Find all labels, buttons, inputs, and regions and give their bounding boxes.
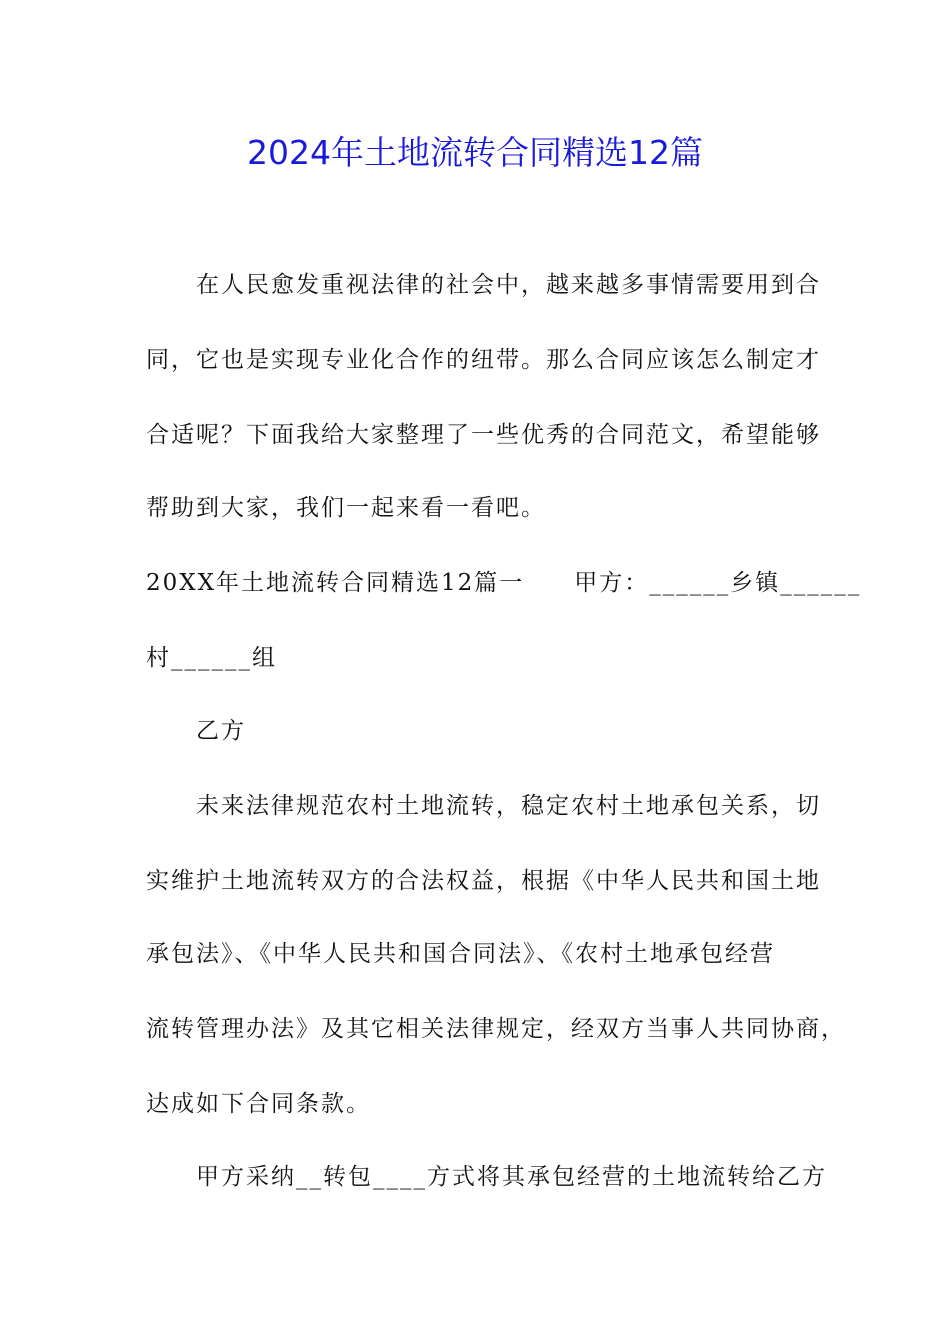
paragraph-line: 村______组 — [146, 645, 277, 671]
document-title: 2024年土地流转合同精选12篇 — [247, 133, 703, 172]
section-heading-line: 20XX年土地流转合同精选12篇一 甲方：______乡镇______ — [146, 570, 862, 596]
paragraph-line: 合适呢？下面我给大家整理了一些优秀的合同范文，希望能够 — [146, 422, 821, 448]
paragraph-line: 达成如下合同条款。 — [146, 1091, 371, 1117]
paragraph-line: 同，它也是实现专业化合作的纽带。那么合同应该怎么制定才 — [146, 347, 821, 373]
paragraph-line: 甲方采纳__转包____方式将其承包经营的土地流转给乙方 — [196, 1164, 827, 1190]
paragraph-line: 未来法律规范农村土地流转，稳定农村土地承包关系，切 — [196, 793, 821, 819]
paragraph-line: 帮助到大家，我们一起来看一看吧。 — [146, 495, 546, 521]
party-b-label: 乙方 — [196, 718, 246, 744]
paragraph-line: 实维护土地流转双方的合法权益，根据《中华人民共和国土地 — [146, 868, 821, 894]
paragraph-line: 在人民愈发重视法律的社会中，越来越多事情需要用到合 — [196, 272, 821, 298]
paragraph-line: 流转管理办法》及其它相关法律规定，经双方当事人共同协商， — [146, 1016, 846, 1042]
paragraph-line: 承包法》、《中华人民共和国合同法》、《农村土地承包经营 — [146, 941, 775, 967]
